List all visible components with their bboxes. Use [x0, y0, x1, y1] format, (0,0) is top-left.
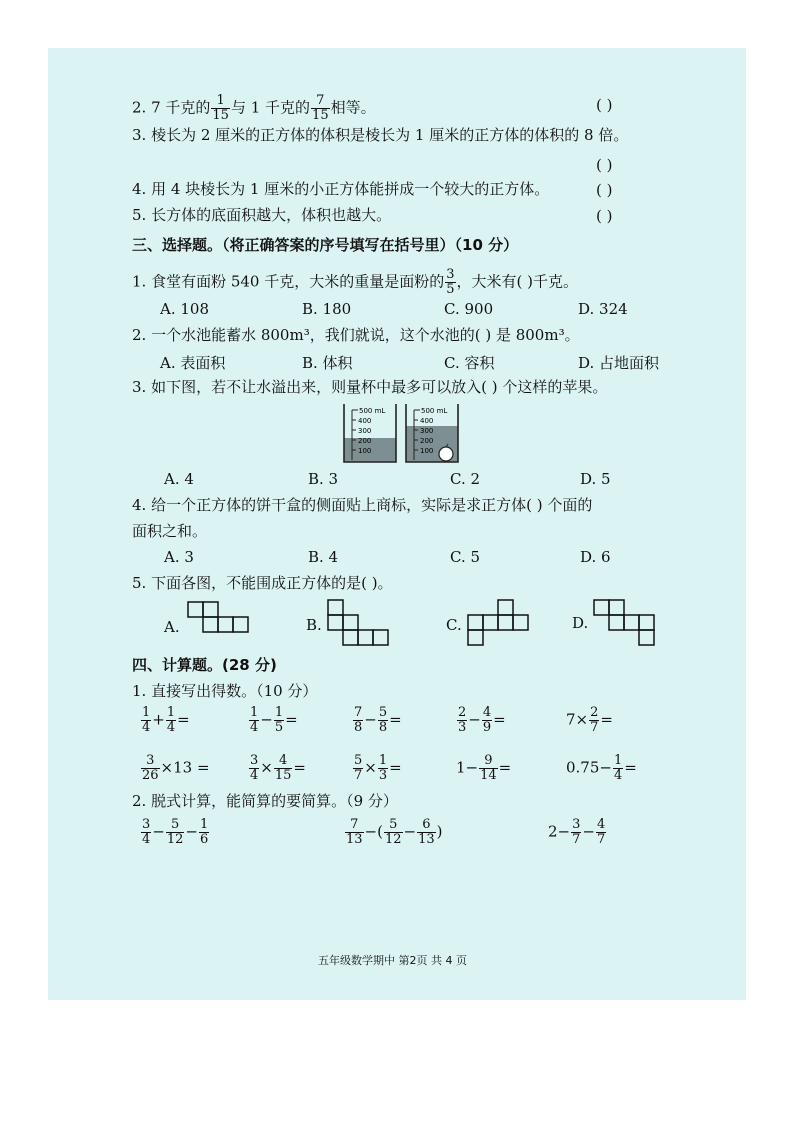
expr-12: $\frac{7}{13}$ −( $\frac{5}{12}$ − $\frac{6}{13}$ ) [346, 817, 443, 847]
tick-label: 300 [420, 427, 434, 435]
tick-label: 400 [358, 417, 372, 425]
expr-11: $\frac{3}{4}$ − $\frac{5}{12}$ − $\frac{1}{6}$ [142, 817, 209, 847]
measuring-cup-left [344, 404, 396, 462]
cube-net-a [186, 600, 252, 636]
option-d[interactable]: D. 5 [580, 470, 611, 488]
tick-label: 100 [420, 447, 434, 455]
option-a[interactable]: A. 108 [160, 300, 209, 318]
expr-2: $\frac{1}{4}$ − $\frac{1}{5}$ = [250, 705, 298, 735]
tick-label: 200 [358, 437, 372, 445]
answer-paren[interactable]: ( ) [596, 181, 613, 199]
apple-icon [439, 447, 453, 461]
calc-part2: 2. 脱式计算，能简算的要简算。（9 分） [132, 792, 398, 810]
expr-9: 1− $\frac{9}{14}$ = [456, 753, 512, 783]
expr-13: 2− $\frac{3}{7}$ − $\frac{4}{7}$ [548, 817, 606, 847]
judge-q4: 4. 用 4 块棱长为 1 厘米的小正方体能拼成一个较大的正方体。 [132, 180, 550, 198]
option-d[interactable]: D. 占地面积 [578, 354, 660, 372]
measuring-cup-right [406, 404, 458, 462]
option-b[interactable]: B. 3 [308, 470, 339, 488]
judge-q5: 5. 长方体的底面积越大，体积也越大。 [132, 206, 392, 224]
option-d[interactable]: D. 324 [578, 300, 628, 318]
option-b[interactable]: B. 180 [302, 300, 352, 318]
cube-net-b [326, 598, 390, 646]
judge-q2: 2. 7 千克的 $\frac{1}{15}$ 与 1 千克的 $\frac{7}{15}$ 相等。 [132, 93, 376, 123]
tick-label: 500 mL [421, 407, 448, 415]
section3-title: 三、选择题。（将正确答案的序号填写在括号里）（10 分） [132, 236, 519, 254]
choice-q1: 1. 食堂有面粉 540 千克，大米的重量是面粉的 $\frac{3}{5}$ ，大米有( )千克。 [132, 267, 579, 297]
expr-7: $\frac{3}{4}$ × $\frac{4}{15}$ = [250, 753, 306, 783]
section4-title: 四、计算题。(28 分) [132, 656, 277, 674]
option-a[interactable]: A. 4 [164, 470, 194, 488]
tick-label: 500 mL [359, 407, 386, 415]
net-label-b[interactable]: B. [306, 616, 322, 634]
expr-8: $\frac{5}{7}$ × $\frac{1}{3}$ = [354, 753, 402, 783]
expr-1: $\frac{1}{4}$ + $\frac{1}{4}$ = [142, 705, 190, 735]
expr-4: $\frac{2}{3}$ − $\frac{4}{9}$ = [458, 705, 506, 735]
tick-label: 400 [420, 417, 434, 425]
answer-paren[interactable]: ( ) [596, 96, 613, 114]
choice-q4-line1: 4. 给一个正方体的饼干盒的侧面贴上商标，实际是求正方体( ) 个面的 [132, 496, 593, 514]
option-c[interactable]: C. 900 [444, 300, 494, 318]
tick-label: 200 [420, 437, 434, 445]
option-a[interactable]: A. 表面积 [160, 354, 226, 372]
cube-net-c [466, 598, 532, 648]
tick-label: 100 [358, 447, 372, 455]
option-a[interactable]: A. 3 [164, 548, 194, 566]
page-footer: 五年级数学期中 第2页 共 4 页 [318, 954, 467, 967]
option-c[interactable]: C. 5 [450, 548, 481, 566]
option-c[interactable]: C. 2 [450, 470, 481, 488]
option-b[interactable]: B. 体积 [302, 354, 353, 372]
answer-paren[interactable]: ( ) [596, 156, 613, 174]
answer-paren[interactable]: ( ) [596, 207, 613, 225]
measuring-cups-figure [340, 402, 464, 464]
expr-10: 0.75− $\frac{1}{4}$ = [566, 753, 637, 783]
expr-5: 7× $\frac{2}{7}$ = [566, 705, 613, 735]
choice-q3: 3. 如下图，若不让水溢出来，则量杯中最多可以放入( ) 个这样的苹果。 [132, 378, 608, 396]
net-label-a[interactable]: A. [164, 618, 180, 636]
net-label-c[interactable]: C. [446, 616, 462, 634]
cube-net-d [592, 598, 658, 646]
option-c[interactable]: C. 容积 [444, 354, 495, 372]
option-d[interactable]: D. 6 [580, 548, 611, 566]
expr-6: $\frac{3}{26}$ ×13 = [142, 753, 210, 783]
judge-q3: 3. 棱长为 2 厘米的正方体的体积是棱长为 1 厘米的正方体的体积的 8 倍。 [132, 126, 629, 144]
choice-q2: 2. 一个水池能蓄水 800m³，我们就说，这个水池的( ) 是 800m³。 [132, 326, 580, 344]
option-b[interactable]: B. 4 [308, 548, 339, 566]
expr-3: $\frac{7}{8}$ − $\frac{5}{8}$ = [354, 705, 402, 735]
net-label-d[interactable]: D. [572, 614, 589, 632]
choice-q5: 5. 下面各图，不能围成正方体的是( )。 [132, 574, 393, 592]
calc-part1: 1. 直接写出得数。（10 分） [132, 682, 318, 700]
choice-q4-line2: 面积之和。 [132, 522, 208, 540]
tick-label: 300 [358, 427, 372, 435]
